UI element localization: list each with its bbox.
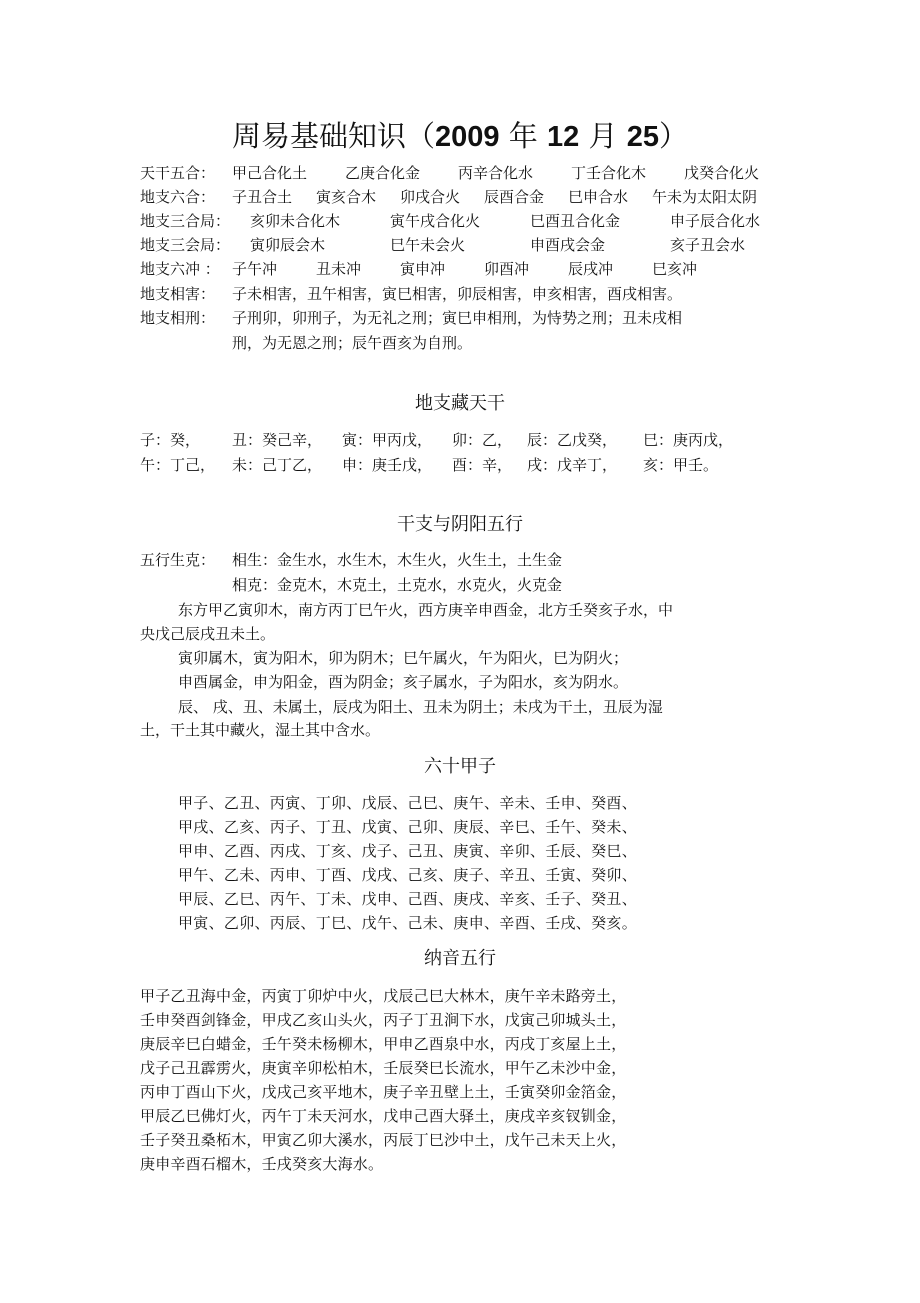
nayin-row: 丙申丁酉山下火，戊戌己亥平地木，庚子辛丑壁上土，壬寅癸卯金箔金，	[140, 1083, 627, 1101]
wuxing-para-1b: 央戊己辰戌丑未土。	[140, 625, 276, 643]
line-tiangan-wuhe: 天干五合： 甲己合化土 乙庚合化金 丙辛合化水 丁壬合化木 戊癸合化火	[140, 164, 760, 182]
wuxing-para-4b: 土，干土其中藏火，湿土其中含水。	[140, 721, 381, 739]
wuxing-para-1a: 东方甲乙寅卯木，南方丙丁巳午火，西方庚辛申酉金，北方壬癸亥子水，中	[178, 601, 674, 619]
jiazi-row: 甲午、乙未、丙申、丁酉、戊戌、己亥、庚子、辛丑、壬寅、癸卯、	[178, 866, 638, 884]
title-text: 周易基础知识（	[232, 119, 436, 153]
heading-hidden-stems: 地支藏天干	[415, 393, 505, 414]
title-month-char: 月	[588, 119, 618, 153]
line-xianghai: 地支相害： 子未相害，丑午相害，寅巳相害，卯辰相害，申亥相害，酉戌相害。	[140, 285, 683, 303]
line-sanhe-ju: 地支三合局： 亥卯未合化木 寅午戌合化火 巳酉丑合化金 申子辰合化水	[140, 212, 761, 230]
line-sanhui-ju: 地支三会局： 寅卯辰会木 巳午未会火 申酉戌会金 亥子丑会水	[140, 236, 746, 254]
line-dizhi-liuhe: 地支六合： 子丑合土 寅亥合木 卯戌合火 辰酉合金 巳申合水 午未为太阳太阴	[140, 188, 758, 206]
nayin-row: 甲子乙丑海中金，丙寅丁卯炉中火，戊辰己巳大林木，庚午辛未路旁土，	[140, 987, 627, 1005]
wuxing-ke-line: 相克：金克木，木克土，土克水，水克火，火克金	[232, 576, 563, 594]
wuxing-para-3: 申酉属金，申为阳金，酉为阴金；亥子属水，子为阳水，亥为阴水。	[178, 673, 629, 691]
heading-jiazi: 六十甲子	[424, 756, 496, 777]
jiazi-row: 甲申、乙酉、丙戌、丁亥、戊子、己丑、庚寅、辛卯、壬辰、癸巳、	[178, 842, 638, 860]
heading-nayin: 纳音五行	[424, 948, 496, 969]
title-year: 2009	[435, 121, 500, 153]
heading-wuxing: 干支与阴阳五行	[397, 514, 523, 535]
jiazi-row: 甲辰、乙巳、丙午、丁未、戊申、己酉、庚戌、辛亥、壬子、癸丑、	[178, 890, 638, 908]
wuxing-sheng-line: 五行生克： 相生：金生水，水生木，木生火，火生土，土生金	[140, 551, 563, 569]
nayin-row: 壬申癸酉剑锋金，甲戌乙亥山头火，丙子丁丑涧下水，戊寅己卯城头土，	[140, 1011, 627, 1029]
line-xiangxing: 地支相刑： 子刑卯，卯刑子，为无礼之刑；寅巳申相刑，为恃势之刑；丑未戌相	[140, 309, 683, 327]
hidden-stems-row-2: 午：丁己， 未：己丁乙， 申：庚壬戊， 酉：辛， 戌：戊辛丁， 亥：甲壬。	[140, 456, 719, 474]
title-year-char: 年	[508, 119, 538, 153]
page-title	[0, 118, 920, 155]
nayin-row: 甲辰乙巳佛灯火，丙午丁未天河水，戊申己酉大驿土，庚戌辛亥钗钏金，	[140, 1107, 627, 1125]
title-day: 25	[626, 121, 659, 153]
title-close: ）	[658, 119, 688, 153]
hidden-stems-row-1: 子：癸， 丑：癸己辛， 寅：甲丙戊， 卯：乙， 辰：乙戊癸， 巳：庚丙戊，	[140, 431, 734, 449]
title-month: 12	[546, 121, 580, 153]
jiazi-row: 甲寅、乙卯、丙辰、丁巳、戊午、己未、庚申、辛酉、壬戌、癸亥。	[178, 914, 638, 932]
nayin-row: 庚申辛酉石榴木，壬戌癸亥大海水。	[140, 1155, 384, 1173]
wuxing-para-4a: 辰、 戌、丑、未属土，辰戌为阳土、丑未为阴土；未戌为干土，丑辰为湿	[178, 698, 663, 716]
jiazi-row: 甲子、乙丑、丙寅、丁卯、戊辰、己巳、庚午、辛未、壬申、癸酉、	[178, 794, 638, 812]
line-xiangxing-cont: 刑，为无恩之刑；辰午酉亥为自刑。	[232, 334, 473, 352]
nayin-row: 壬子癸丑桑柘木，甲寅乙卯大溪水，丙辰丁巳沙中土，戊午己未天上火，	[140, 1131, 627, 1149]
line-liuchong: 地支六冲 ： 子午冲 丑未冲 寅申冲 卯酉冲 辰戌冲 巳亥冲	[140, 260, 698, 278]
nayin-row: 庚辰辛巳白蜡金，壬午癸未杨柳木，甲申乙酉泉中水，丙戌丁亥屋上土，	[140, 1035, 627, 1053]
nayin-row: 戊子己丑霹雳火，庚寅辛卯松柏木，壬辰癸巳长流水，甲午乙未沙中金，	[140, 1059, 627, 1077]
wuxing-para-2: 寅卯属木，寅为阳木，卯为阴木；巳午属火，午为阳火，巳为阴火；	[178, 649, 629, 667]
jiazi-row: 甲戌、乙亥、丙子、丁丑、戊寅、己卯、庚辰、辛巳、壬午、癸未、	[178, 818, 638, 836]
